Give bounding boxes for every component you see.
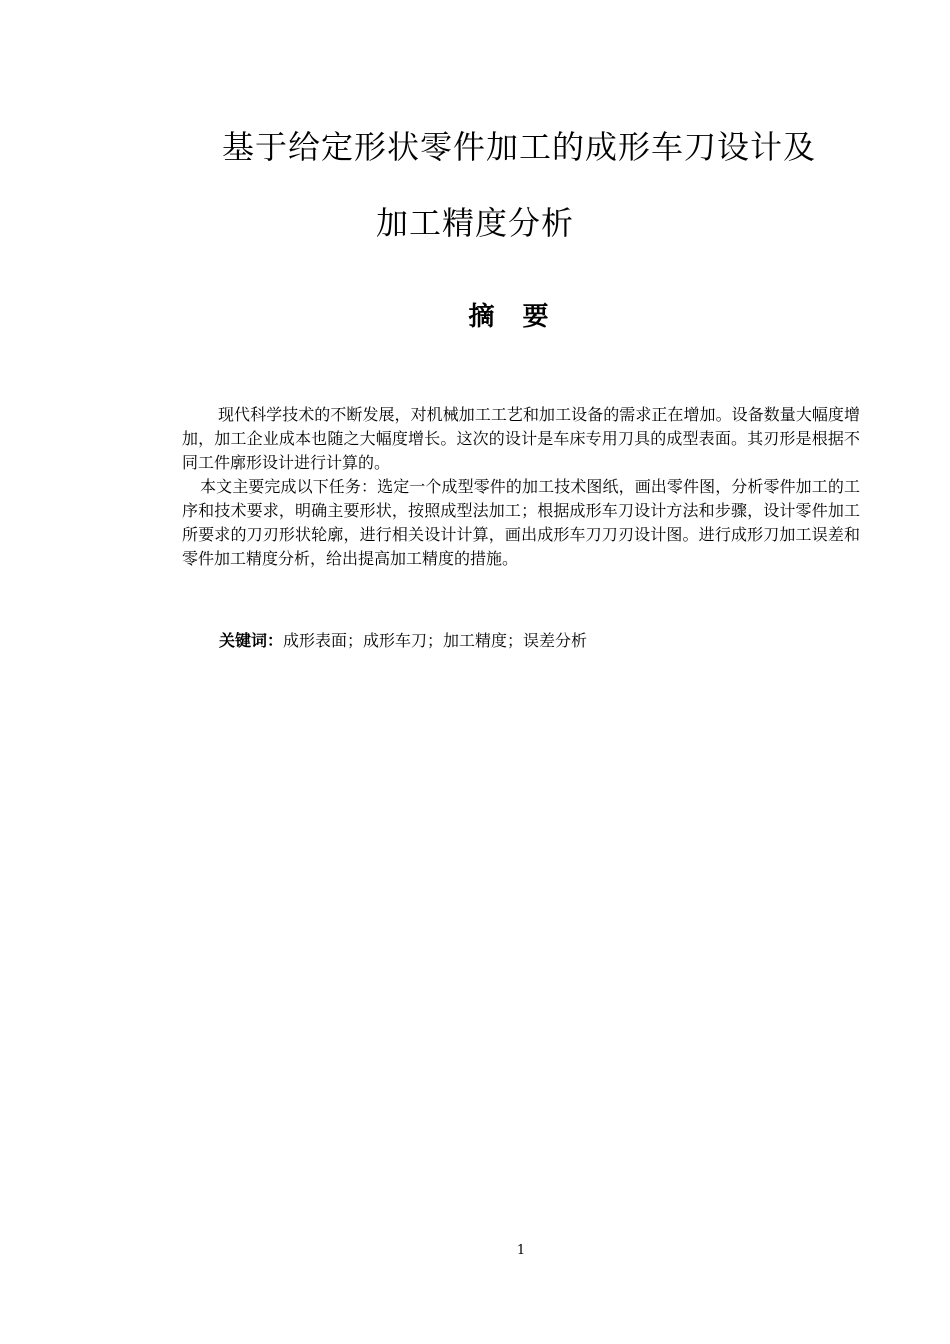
- keywords-label: 关键词：: [219, 631, 284, 650]
- abstract-paragraph-2: 本文主要完成以下任务：选定一个成型零件的加工技术图纸，画出零件图，分析零件加工的工序和技术要求，明确主要形状，按照成型法加工；根据成形车刀设计方法和步骤，设计零件加工所要求的刀刃形状轮廓，进行相关设计计算，画出成形车刀刀刃设计图。进行成形刀加工误差和零件加工精度分析，给出提高加工精度的措施。: [182, 477, 860, 568]
- abstract-paragraph-1: 现代科学技术的不断发展，对机械加工工艺和加工设备的需求正在增加。设备数量大幅度增加，加工企业成本也随之大幅度增长。这次的设计是车床专用刀具的成型表面。其刃形是根据不同工件廓形设计进行计算的。: [182, 405, 860, 472]
- keywords-text: 成形表面；成形车刀；加工精度；误差分析: [283, 631, 588, 650]
- keywords-line: [219, 629, 587, 653]
- document-title-line-1: 基于给定形状零件加工的成形车刀设计及: [222, 128, 817, 166]
- abstract-heading: 摘要: [468, 302, 577, 332]
- document-title-line-2: 加工精度分析: [375, 204, 574, 242]
- page-number: 1: [516, 1243, 526, 1258]
- abstract-body: [182, 403, 860, 571]
